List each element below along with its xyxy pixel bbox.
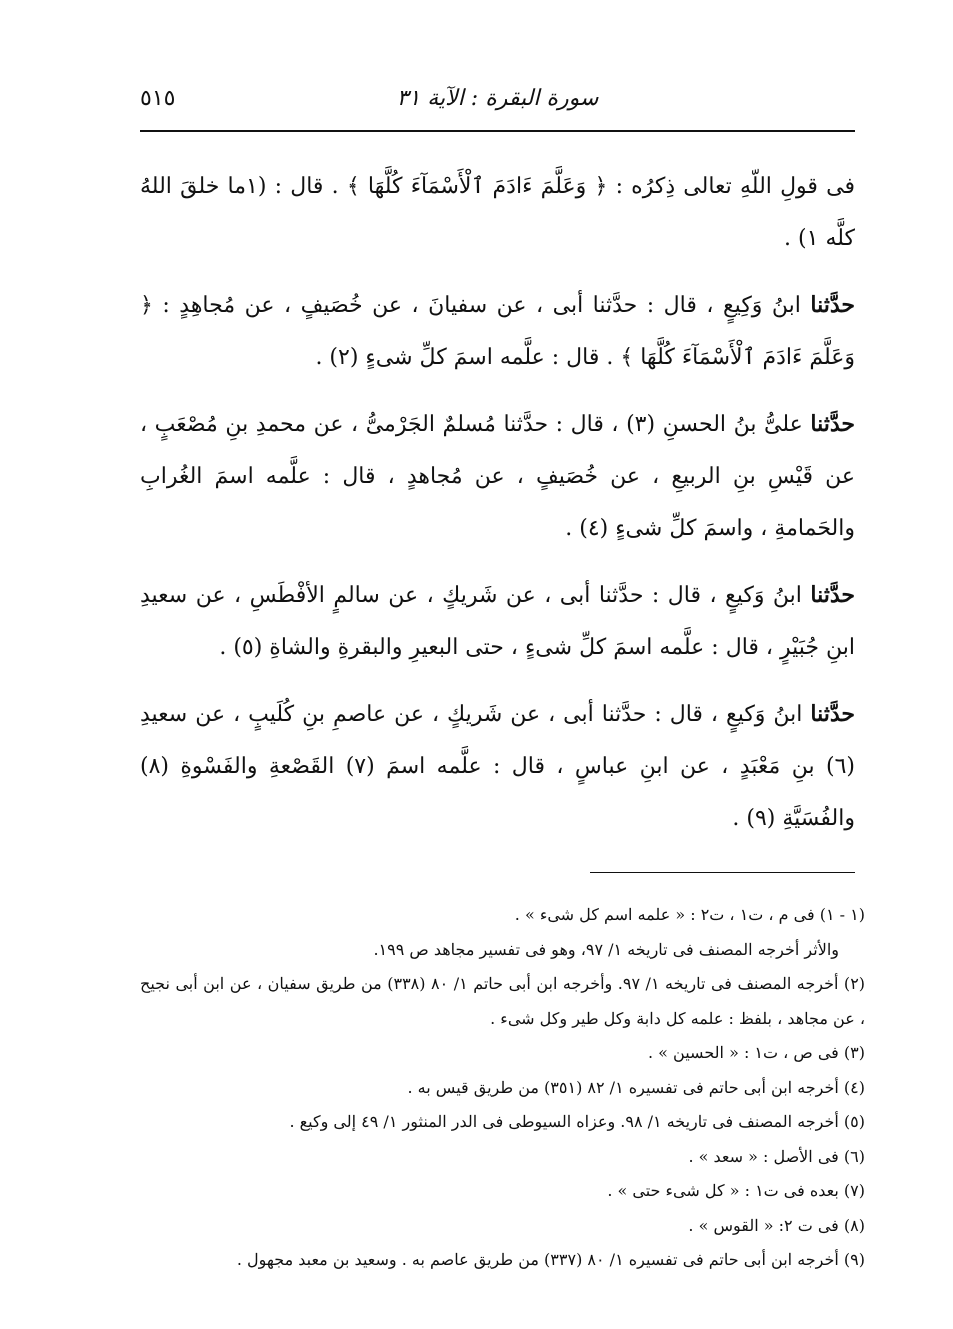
paragraph — [140, 160, 855, 265]
paragraph-lead: حدَّثنا — [810, 582, 855, 608]
footnote-separator — [590, 872, 855, 873]
header-rule — [140, 130, 855, 132]
footnotes — [140, 898, 865, 1278]
footnote: (٨) فى ت ٢: « القوس » . — [688, 1215, 865, 1235]
footnote: (٣) فى ص ، ت١ : « الحسين » . — [648, 1043, 865, 1062]
paragraph-text: علىُّ بنُ الحسنِ (٣) ، قال : حدَّثنا مُسلمٌ الجَرْمىُّ ، عن محمدِ بنِ مُصْعَبٍ ، عن قَيْسِ بنِ الربيعِ ، عن خُصَيفٍ ، عن مُجاهدٍ ، قال : علَّمه اسمَ الغُرابِ والحَمامةِ ، واسمَ كلِّ شىءٍ (٤) . — [140, 412, 855, 541]
paragraph-text: ابنُ وَكيعٍ ، قال : حدَّثنا أبى ، عن شَريكٍ ، عن عاصمِ بنِ كُلَيبٍ ، عن سعيدِ (٦) بنِ مَعْبَدٍ ، عن ابنِ عباسٍ ، قال : علَّمه اسمَ (٧) القَصْعةِ والفَسْوةِ (٨) والفُسَيَّةِ (٩) . — [140, 702, 855, 831]
main-text — [140, 160, 855, 859]
paragraph-text: ابنُ وَكيعٍ ، قال : حدَّثنا أبى ، عن شَريكٍ ، عن سالمٍ الأفْطَسِ ، عن سعيدِ ابنِ جُبَيْرٍ ، قال : علَّمه اسمَ كلِّ شىءٍ ، حتى البعيرِ والبقرةِ والشاةِ (٥) . — [140, 583, 855, 660]
paragraph-lead: حدَّثنا — [810, 701, 855, 727]
footnote: (٤) أخرجه ابن أبى حاتم فى تفسيره ١/ ٨٢ (٣٥١) من طريق قيس به . — [407, 1077, 865, 1097]
paragraph — [140, 398, 855, 555]
footnote: والأثر أخرجه المصنف فى تاريخه ١/ ٩٧، وهو فى تفسير مجاهد ص ١٩٩. — [373, 939, 839, 959]
footnote: (٩) أخرجه ابن أبى حاتم فى تفسيره ١/ ٨٠ (٣٣٧) من طريق عاصم به . وسعيد بن معبد مجهول . — [236, 1250, 865, 1269]
footnote: (١ - ١) فى م ، ت١ ، ت٢ : « علمه اسم كل شىء » . — [514, 905, 865, 924]
footnote: (٢) أخرجه المصنف فى تاريخه ١/ ٩٧. وأخرجه ابن أبى حاتم ١/ ٨٠ (٣٣٨) من طريق سفيان ، عن ابن أبى نجيح ، عن مجاهد ، بلفظ : علمه كل دابة وكل طير وكل شىء . — [140, 974, 866, 1028]
paragraph — [140, 688, 855, 845]
page-number: ٥١٥ — [140, 86, 176, 111]
paragraph-lead: حدَّثنا — [810, 411, 856, 437]
footnote: (٥) أخرجه المصنف فى تاريخه ١/ ٩٨. وعزاه السيوطى فى الدر المنثور ١/ ٤٩ إلى وكيع . — [289, 1112, 865, 1131]
running-title: سورة البقرة : الآية ٣١ — [396, 86, 599, 111]
page-header — [140, 86, 855, 126]
paragraph — [140, 279, 855, 384]
footnote: (٦) فى الأصل : « سعد » . — [688, 1146, 865, 1166]
footnote: (٧) بعده فى ت١ : « كل شىء حتى » . — [607, 1181, 865, 1200]
paragraph-text: ابنُ وَكِيعٍ ، قال : حدَّثنا أبى ، عن سفيانَ ، عن خُصَيفٍ ، عن مُجاهِدٍ : ﴿ وَعَلَّمَ ءَادَمَ ٱلْأَسْمَآءَ كُلَّهَا ﴾ . قال : علَّمه اسمَ كلِّ شىءٍ (٢) . — [140, 293, 855, 370]
paragraph-lead: حدَّثنا — [810, 292, 855, 318]
paragraph — [140, 569, 855, 674]
paragraph-text: فى قولِ اللّهِ تعالى ذِكرُه : ﴿ وَعَلَّمَ ءَادَمَ ٱلْأَسْمَآءَ كُلَّهَا ﴾ . قال : (١ما خلقَ اللهُ كلَّه ١) . — [140, 174, 855, 251]
